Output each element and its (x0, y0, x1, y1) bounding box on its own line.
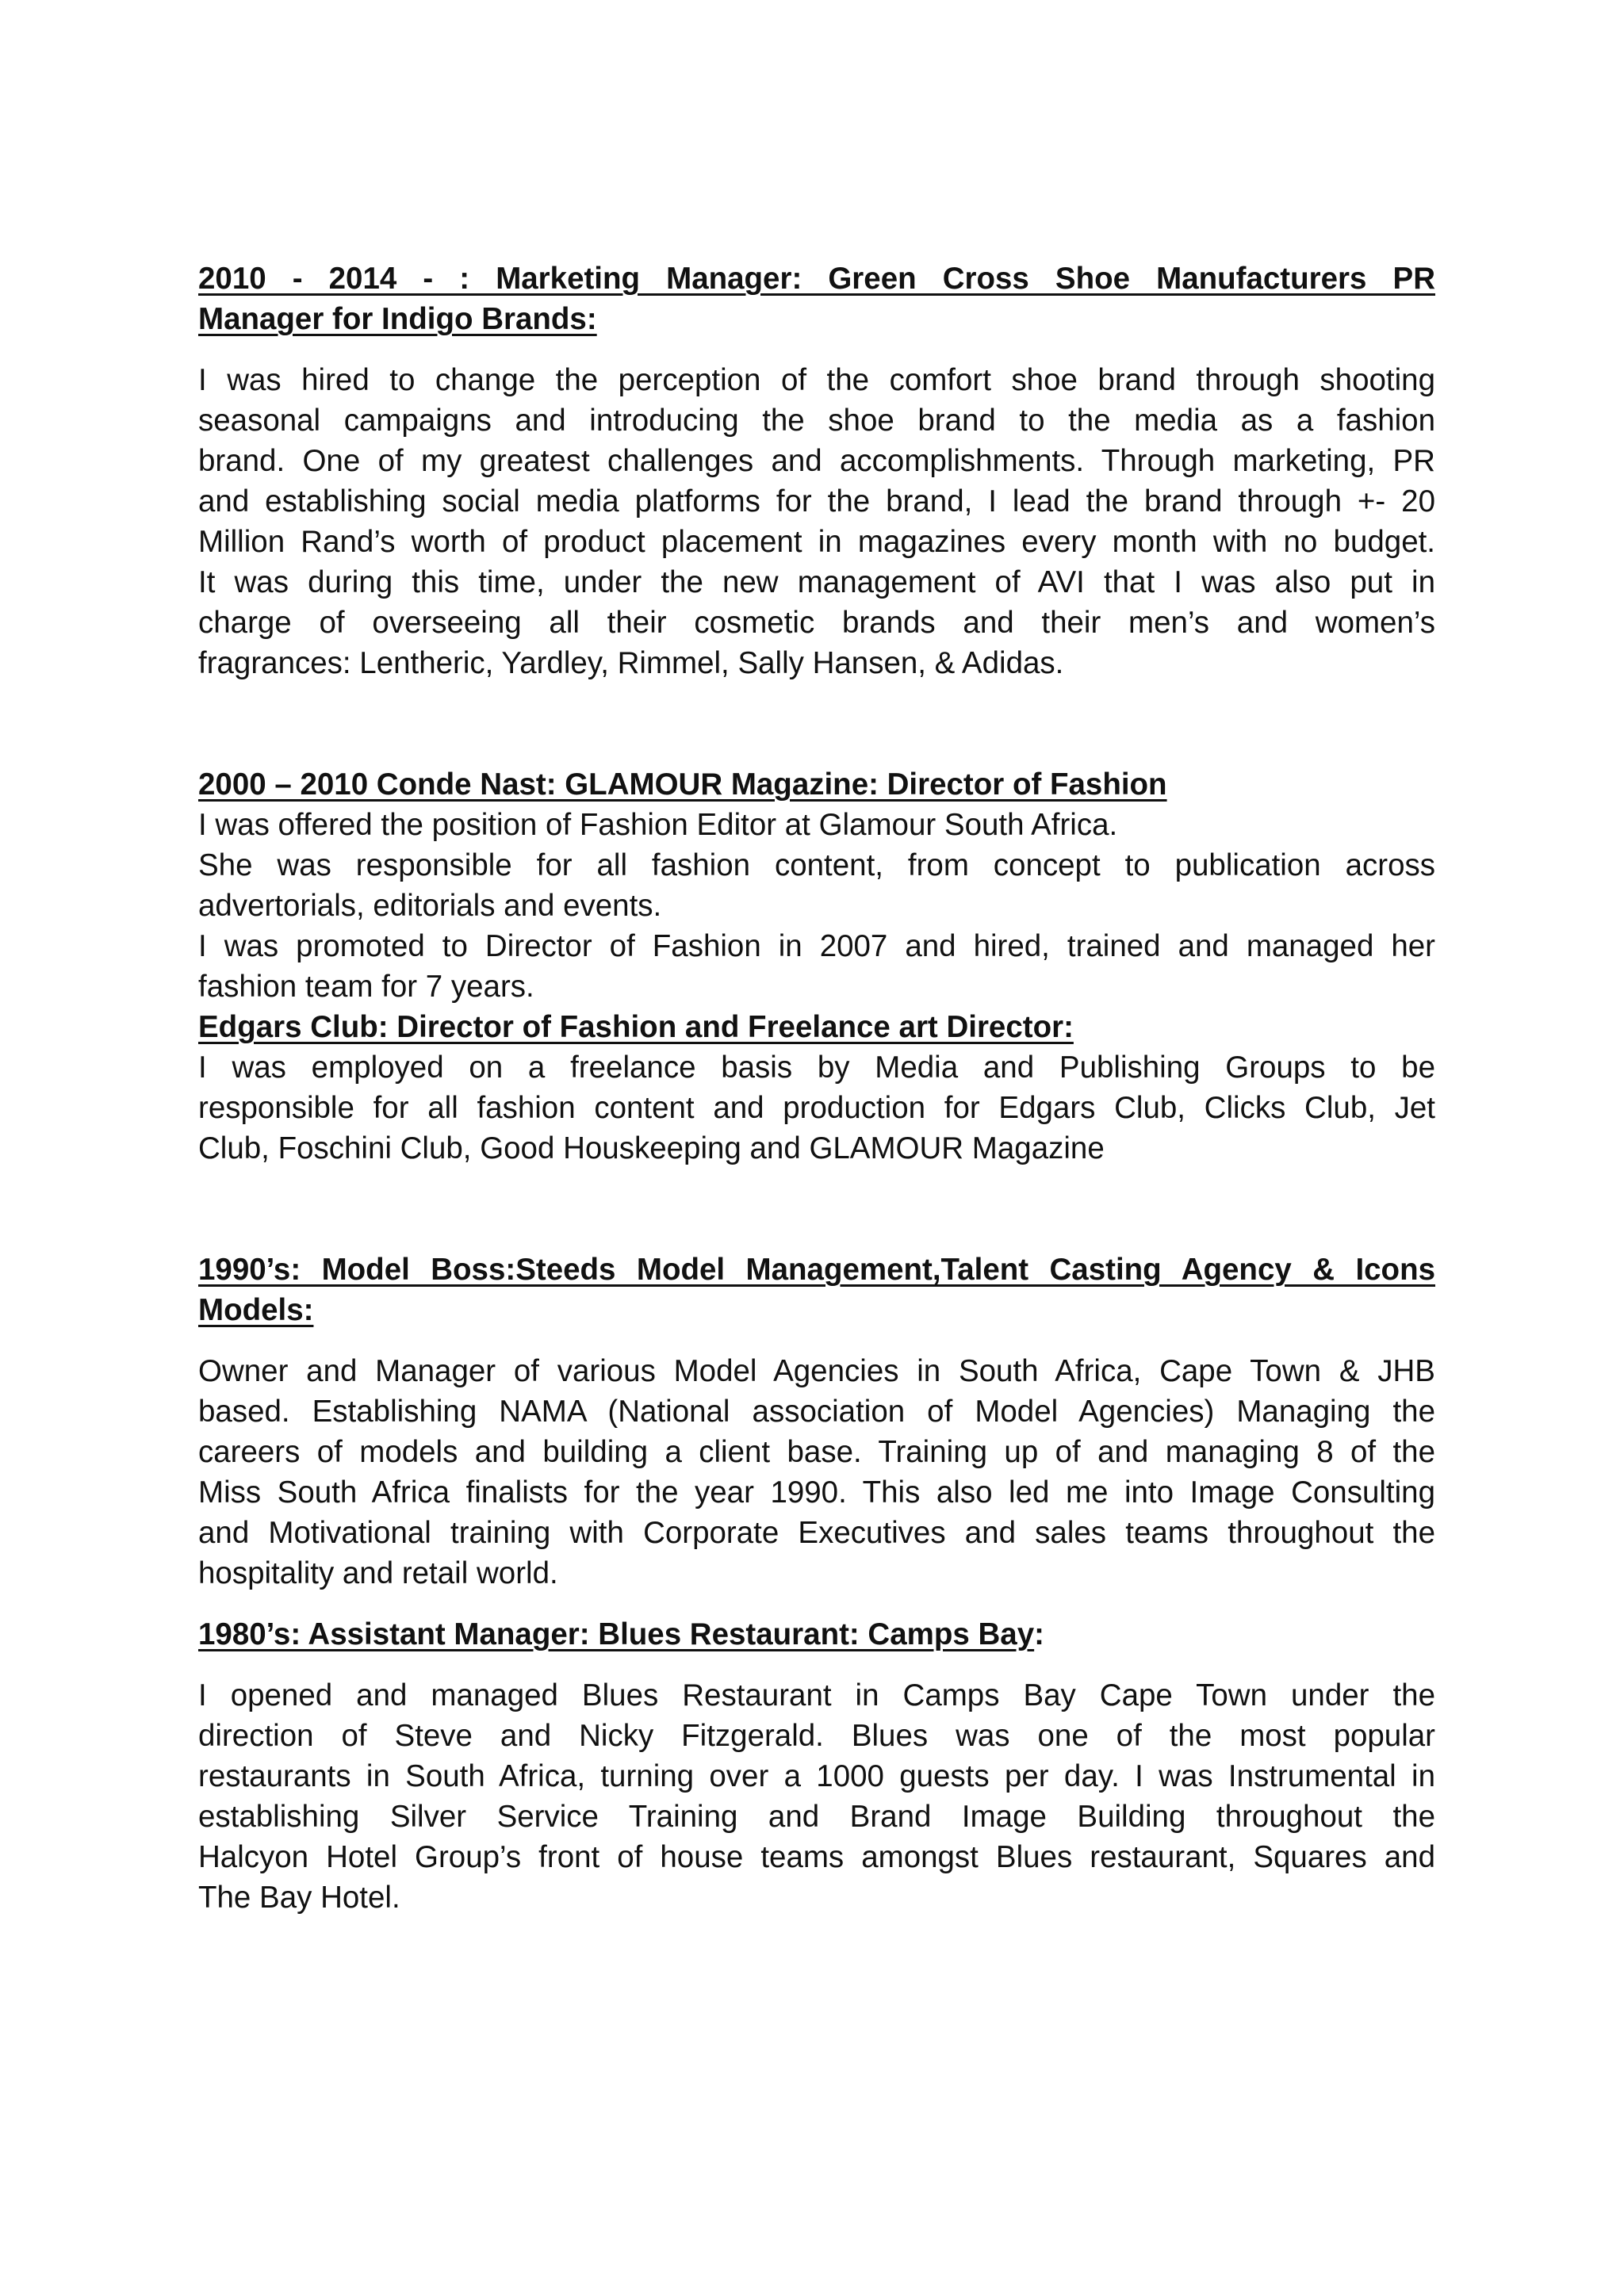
body-line: and establishing social media platforms for the brand, I lead the brand through +- 20 (198, 484, 1435, 519)
section-subheading: Edgars Club: Director of Fashion and Freelance art Director: (198, 1010, 1074, 1044)
body-line: responsible for all fashion content and production for Edgars Club, Clicks Club, Jet (198, 1091, 1435, 1125)
section-heading-line (198, 1614, 1435, 1655)
body-line: direction of Steve and Nicky Fitzgerald. Blues was one of the most popular (198, 1719, 1435, 1753)
body-line: Miss South Africa finalists for the year 1990. This also led me into Image Consulting (198, 1475, 1435, 1510)
section-heading: Manager for Indigo Brands: (198, 302, 597, 336)
section-heading: Models: (198, 1293, 314, 1327)
body-line: charge of overseeing all their cosmetic brands and their men’s and women’s (198, 606, 1435, 640)
body-line: Club, Foschini Club, Good Houskeeping and GLAMOUR Magazine (198, 1131, 1105, 1165)
section-blues-restaurant (198, 1614, 1435, 1918)
body-line: It was during this time, under the new management of AVI that I was also put in (198, 565, 1435, 599)
document-body (198, 258, 1435, 1918)
body-line: advertorials, editorials and events. (198, 889, 662, 923)
body-line: Owner and Manager of various Model Agencies in South Africa, Cape Town & JHB (198, 1354, 1435, 1388)
body-line: fashion team for 7 years. (198, 970, 534, 1004)
body-line: I was promoted to Director of Fashion in 2007 and hired, trained and managed her (198, 929, 1435, 963)
body-line: I was offered the position of Fashion Editor at Glamour South Africa. (198, 808, 1118, 842)
section-marketing-manager (198, 258, 1435, 683)
body-line: Halcyon Hotel Group’s front of house teams amongst Blues restaurant, Squares and (198, 1840, 1435, 1874)
body-line: She was responsible for all fashion content, from concept to publication across (198, 848, 1435, 882)
body-line: and Motivational training with Corporate Executives and sales teams throughout the (198, 1516, 1435, 1550)
body-line: Million Rand’s worth of product placement in magazines every month with no budget. (198, 525, 1435, 559)
section-glamour (198, 764, 1435, 1169)
section-heading: 1980’s: Assistant Manager: Blues Restaurant: Camps Bay (198, 1617, 1035, 1651)
body-line: careers of models and building a client base. Training up of and managing 8 of the (198, 1435, 1435, 1469)
section-model-boss (198, 1249, 1435, 1594)
heading-colon: : (1034, 1617, 1044, 1651)
body-line: The Bay Hotel. (198, 1881, 400, 1915)
body-line: fragrances: Lentheric, Yardley, Rimmel, Sally Hansen, & Adidas. (198, 646, 1064, 680)
body-line: establishing Silver Service Training and Brand Image Building throughout the (198, 1800, 1435, 1834)
section-heading: 2000 – 2010 Conde Nast: GLAMOUR Magazine: Director of Fashion (198, 767, 1167, 802)
body-line: brand. One of my greatest challenges and accomplishments. Through marketing, PR (198, 444, 1435, 478)
body-line: restaurants in South Africa, turning over a 1000 guests per day. I was Instrumental in (198, 1759, 1435, 1793)
body-line: seasonal campaigns and introducing the shoe brand to the media as a fashion (198, 404, 1435, 438)
section-heading: 1990’s: Model Boss:Steeds Model Management,Talent Casting Agency & Icons (198, 1253, 1435, 1287)
body-line: hospitality and retail world. (198, 1556, 558, 1590)
body-line: I was employed on a freelance basis by Media and Publishing Groups to be (198, 1050, 1435, 1085)
section-heading: 2010 - 2014 - : Marketing Manager: Green Cross Shoe Manufacturers PR (198, 262, 1435, 296)
body-line: I was hired to change the perception of the comfort shoe brand through shooting (198, 363, 1435, 397)
body-line: based. Establishing NAMA (National association of Model Agencies) Managing the (198, 1395, 1435, 1429)
body-line: I opened and managed Blues Restaurant in Camps Bay Cape Town under the (198, 1678, 1435, 1712)
